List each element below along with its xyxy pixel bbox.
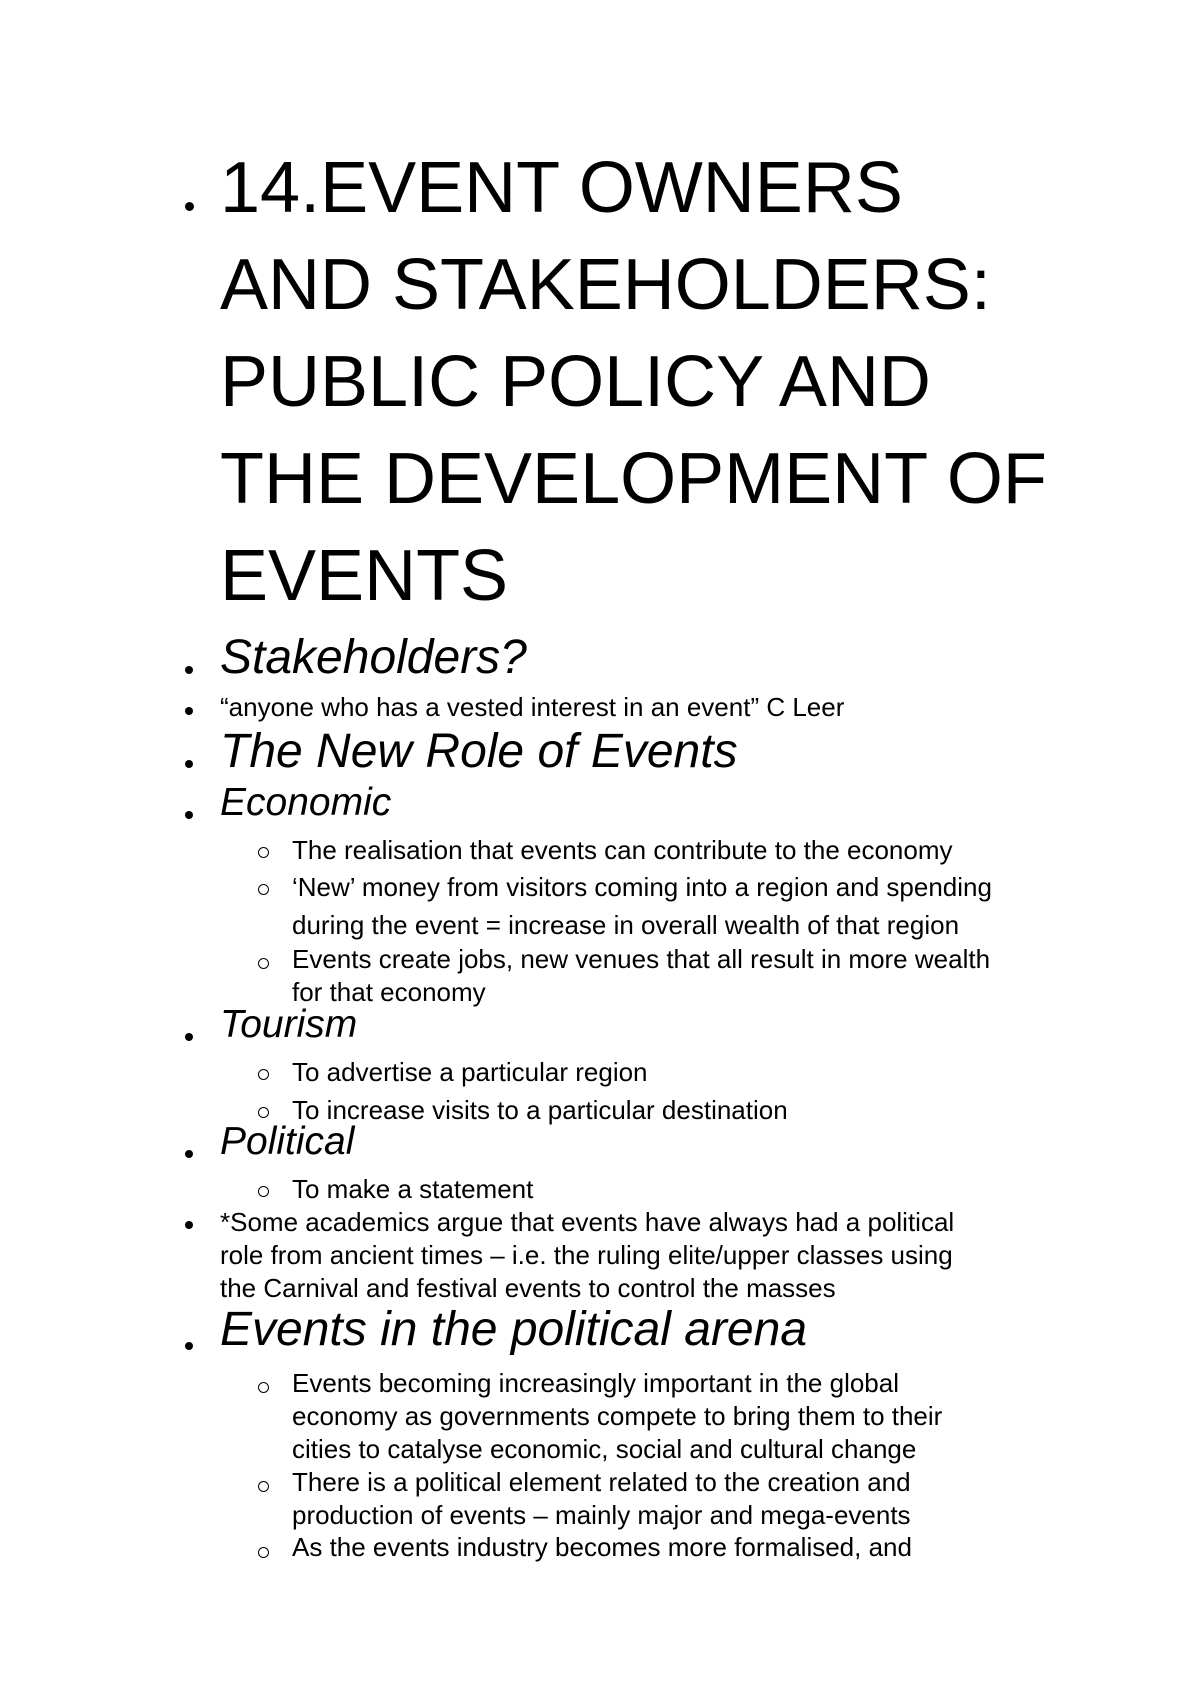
circle-bullet-icon: [258, 1481, 269, 1492]
academics-note-line: the Carnival and festival events to control the masses: [220, 1273, 836, 1303]
arena-item: [292, 1367, 942, 1466]
tourism-item: To increase visits to a particular destination: [292, 1095, 788, 1125]
bullet-icon: [185, 811, 193, 819]
arena-item: [292, 1466, 911, 1532]
economic-item: The realisation that events can contribute to the economy: [292, 835, 953, 865]
arena-item-line: Events becoming increasingly important in the global: [292, 1368, 900, 1398]
bullet-icon: [185, 1342, 193, 1350]
circle-bullet-icon: [258, 884, 269, 895]
economic-item-line: ‘New’ money from visitors coming into a region and spending: [292, 872, 992, 902]
arena-item-line: There is a political element related to the creation and: [292, 1467, 911, 1497]
arena-item-line: economy as governments compete to bring them to their: [292, 1401, 943, 1431]
bullet-icon: [185, 202, 194, 211]
economic-heading: Economic: [220, 781, 392, 824]
circle-bullet-icon: [258, 1069, 269, 1080]
bullet-icon: [185, 760, 193, 768]
economic-item-line: Events create jobs, new venues that all result in more wealth: [292, 944, 991, 974]
arena-item-line: production of events – mainly major and mega-events: [292, 1500, 911, 1530]
bullet-icon: [185, 666, 193, 674]
academics-note-line: *Some academics argue that events have always had a political: [220, 1207, 955, 1237]
title-line: PUBLIC POLICY AND: [220, 342, 931, 422]
tourism-item: To advertise a particular region: [292, 1057, 648, 1087]
academics-note-line: role from ancient times – i.e. the ruling elite/upper classes using: [220, 1240, 953, 1270]
arena-heading: Events in the political arena: [220, 1303, 808, 1356]
circle-bullet-icon: [258, 1186, 269, 1197]
political-heading: Political: [220, 1120, 355, 1163]
title-line: THE DEVELOPMENT OF: [220, 439, 1047, 519]
circle-bullet-icon: [258, 1547, 269, 1558]
economic-item: [292, 943, 990, 1009]
circle-bullet-icon: [258, 847, 269, 858]
tourism-heading: Tourism: [220, 1003, 358, 1046]
bullet-icon: [185, 707, 193, 715]
circle-bullet-icon: [258, 1107, 269, 1118]
stakeholders-quote: “anyone who has a vested interest in an event” C Leer: [220, 692, 845, 722]
circle-bullet-icon: [258, 1382, 269, 1393]
bullet-icon: [185, 1033, 193, 1041]
economic-item: [292, 868, 992, 944]
arena-item-line: cities to catalyse economic, social and cultural change: [292, 1434, 917, 1464]
bullet-icon: [185, 1150, 193, 1158]
title-line: 14.EVENT OWNERS: [220, 148, 903, 228]
political-item: To make a statement: [292, 1174, 534, 1204]
title-line: EVENTS: [220, 536, 509, 616]
new-role-heading: The New Role of Events: [220, 725, 738, 778]
title-line: AND STAKEHOLDERS:: [220, 245, 991, 325]
circle-bullet-icon: [258, 958, 269, 969]
academics-note: [220, 1206, 954, 1305]
stakeholders-heading: Stakeholders?: [220, 631, 527, 684]
bullet-icon: [185, 1221, 193, 1229]
economic-item-line: during the event = increase in overall wealth of that region: [292, 910, 960, 940]
economic-item-line: for that economy: [292, 977, 486, 1007]
page-title: [220, 140, 1047, 625]
arena-item: As the events industry becomes more formalised, and: [292, 1532, 912, 1562]
